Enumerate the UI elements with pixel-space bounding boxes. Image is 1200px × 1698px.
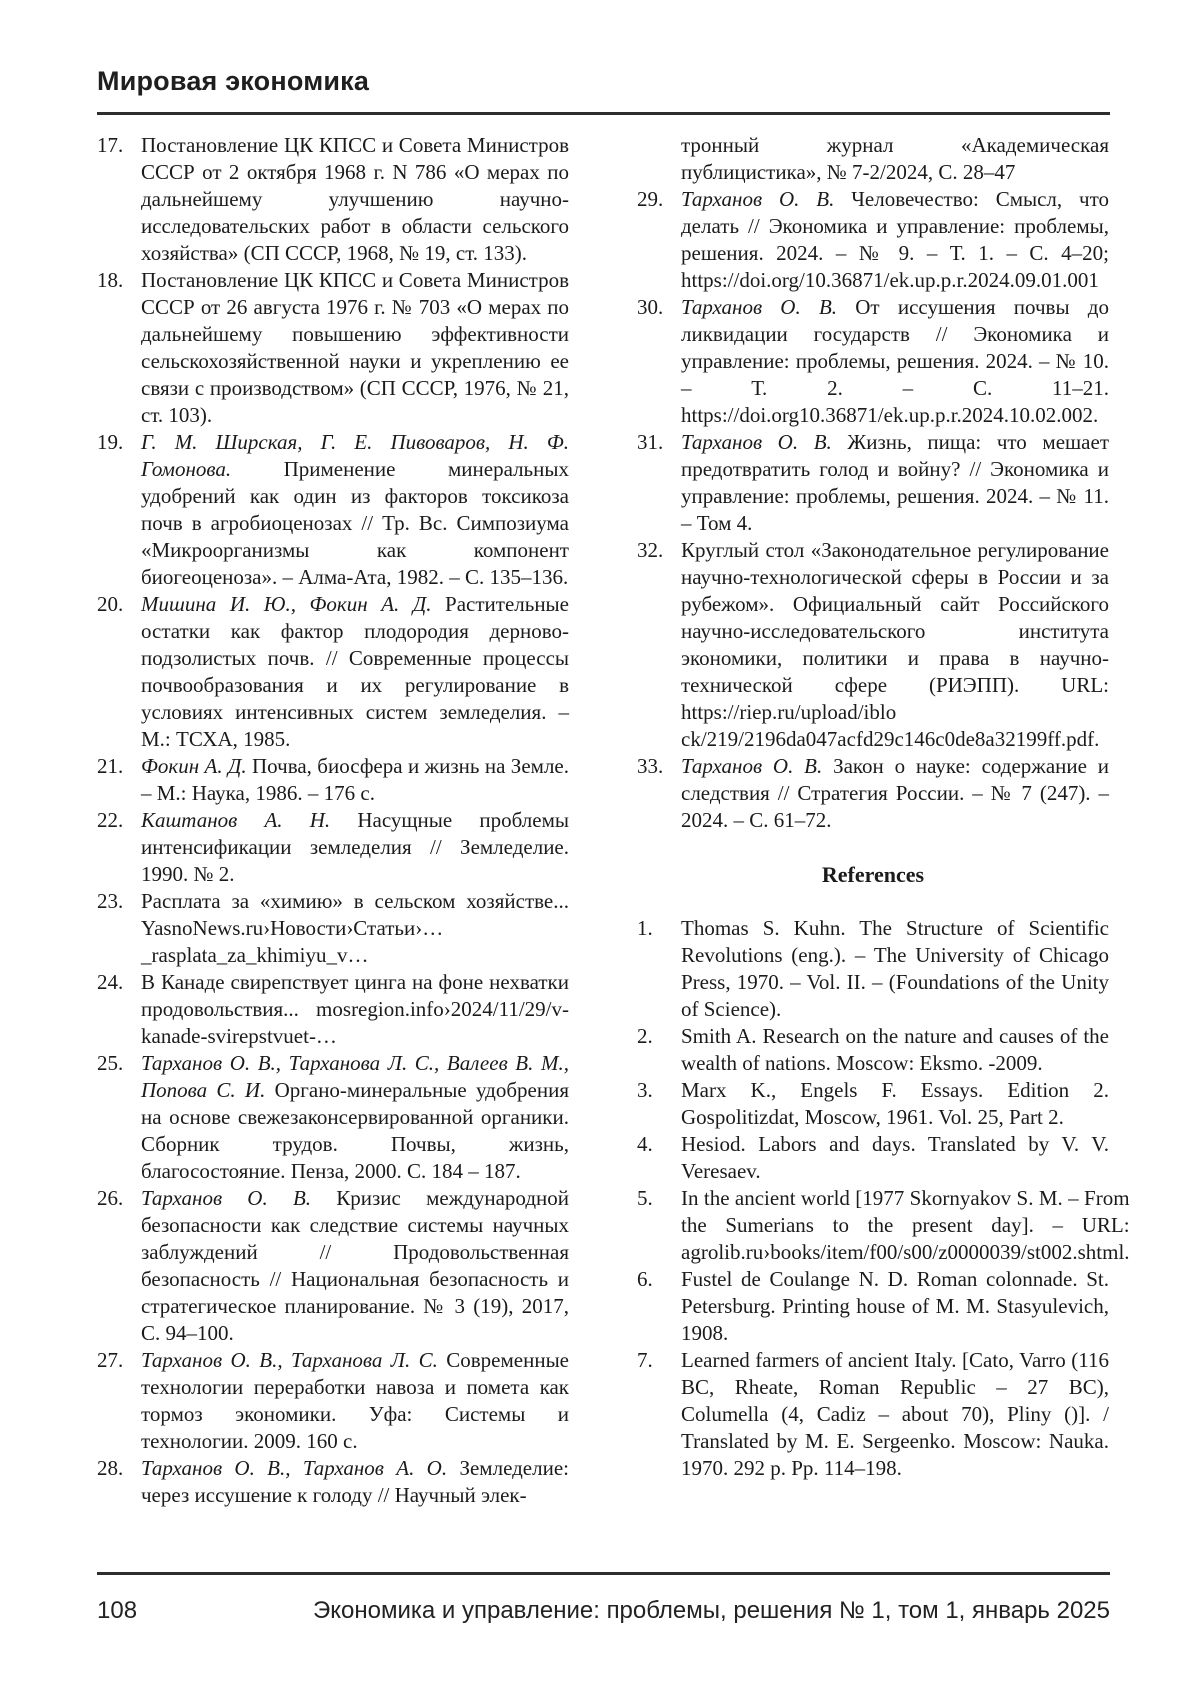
reference-list-en — [637, 915, 1130, 1482]
references-columns — [97, 132, 1130, 1509]
reference-item — [637, 186, 1109, 294]
reference-text: Каштанов А. Н. Насущные проблемы интенсификации земледелия // Земледелие. 1990. № 2. — [141, 808, 570, 886]
reference-number: 28. — [97, 1456, 124, 1480]
reference-text: Тарханов О. В. Жизнь, пища: что мешает предотвратить голод и войну? // Экономика и управление: проблемы, решения. 2024. – № 11. – Том 4. — [681, 430, 1110, 535]
reference-item — [637, 915, 1109, 1023]
reference-list-ru-part2 — [637, 186, 1109, 834]
reference-authors: Тарханов О. В., Тарханова Л. С., Валеев В. М., Попова С. И. — [141, 1051, 569, 1102]
reference-text: Тарханов О. В., Тарханова Л. С. Современные технологии переработки навоза и помета как тормоз экономики. Уфа: Системы и технологии. 2009. 160 с. — [141, 1348, 569, 1453]
header-rule — [97, 112, 1110, 115]
reference-text: Фокин А. Д. Почва, биосфера и жизнь на Земле. – М.: Наука, 1986. – 176 с. — [141, 754, 569, 805]
journal-title-line: Экономика и управление: проблемы, решения № 1, том 1, январь 2025 — [312, 1597, 1110, 1624]
reference-number: 2. — [637, 1024, 653, 1048]
reference-number: 23. — [97, 889, 124, 913]
reference-number: 27. — [97, 1348, 124, 1372]
reference-authors: Фокин А. Д. — [141, 754, 253, 778]
reference-number: 18. — [97, 268, 124, 292]
reference-text: Постановление ЦК КПСС и Совета Министров СССР от 2 октября 1968 г. N 786 «О мерах по дальнейшему улучшению научно-исследовательских работ в области сельского хозяйства» (СП СССР, 1968, № 19, ст. 133). — [141, 133, 569, 265]
reference-number: 21. — [97, 754, 124, 778]
reference-authors: Каштанов А. Н. — [141, 808, 358, 832]
section-title: Мировая экономика — [97, 66, 370, 96]
reference-text: Тарханов О. В., Тарханова Л. С., Валеев В. М., Попова С. И. Органо-минеральные удобрения на основе свежезаконсервированной органики. Сборник трудов. Почвы, жизнь, благосостояние. Пенза, 2000. С. 184 – 187. — [141, 1051, 570, 1183]
reference-number: 1. — [637, 916, 653, 940]
reference-text: Тарханов О. В. Закон о науке: содержание и следствия // Стратегия России. – № 7 (247). – 2024. – С. 61–72. — [681, 754, 1109, 832]
reference-item — [97, 969, 569, 1050]
reference-number: 30. — [637, 295, 664, 319]
reference-authors: Тарханов О. В. — [141, 1186, 337, 1210]
reference-item — [637, 753, 1109, 834]
reference-number: 32. — [637, 538, 664, 562]
reference-item — [637, 1347, 1109, 1482]
reference-item — [637, 1185, 1130, 1266]
footer-row — [97, 1597, 1110, 1625]
reference-number: 17. — [97, 133, 124, 157]
reference-text: Мишина И. Ю., Фокин А. Д. Растительные остатки как фактор плодородия дерново-подзолистых почв. // Современные процессы почвообразования и их регулирование в условиях интенсивных систем земледелия. – М.: ТСХА, 1985. — [141, 592, 569, 751]
reference-authors: Тарханов О. В., Тарханова Л. С. — [141, 1348, 447, 1372]
reference-text: Тарханов О. В. От иссушения почвы до ликвидации государств // Экономика и управление: проблемы, решения. 2024. – № 10. – Т. 2. – С. 11–21. https://doi.org10.36871/ek.up.p.r.2024.10.02.002. — [681, 295, 1109, 427]
reference-authors: Г. М. Ширская, Г. Е. Пивоваров, Н. Ф. Гомонова. — [141, 430, 569, 481]
right-column — [637, 132, 1130, 1509]
reference-number: 7. — [637, 1348, 653, 1372]
reference-item — [637, 1077, 1109, 1131]
reference-28-continuation: тронный журнал «Академическая публицистика», № 7-2/2024, С. 28–47 — [681, 133, 1109, 184]
references-heading: References — [821, 862, 925, 887]
reference-number: 33. — [637, 754, 664, 778]
reference-list-ru-part1 — [97, 132, 569, 1509]
reference-item — [637, 1023, 1109, 1077]
reference-number: 20. — [97, 592, 124, 616]
reference-text: Постановление ЦК КПСС и Совета Министров СССР от 26 августа 1976 г. № 703 «О мерах по дальнейшему повышению эффективности сельскохозяйственной науки и укреплению ее связи с производством» (СП СССР, 1976, № 21, ст. 103). — [141, 268, 569, 427]
reference-item — [97, 1347, 569, 1455]
reference-number: 3. — [637, 1078, 653, 1102]
reference-authors: Тарханов О. В. — [681, 430, 848, 454]
reference-text: В Канаде свирепствует цинга на фоне нехватки продовольствия... mosregion.info›2024/11/29/v-kanade-svirepstvuet-… — [141, 970, 569, 1048]
reference-item — [97, 888, 569, 969]
reference-authors: Тарханов О. В. — [681, 295, 856, 319]
reference-text: In the ancient world [1977 Skornyakov S. M. – From the Sumerians to the present day]. – URL: agrolib.ru›books/item/f00/s00/z0000039/st002.shtml. — [681, 1186, 1130, 1264]
reference-text: Расплата за «химию» в сельском хозяйстве... YasnoNews.ru›Новости›Статьи›…_rasplata_za_khimiyu_v… — [141, 889, 569, 967]
reference-text: Тарханов О. В., Тарханов А. О. Земледелие: через иссушение к голоду // Научный элек- — [141, 1456, 569, 1507]
reference-number: 22. — [97, 808, 124, 832]
reference-text: Круглый стол «Законодательное регулирование научно-технологической сферы в России и за рубежом». Официальный сайт Российского научно-исследовательского института экономики, политики и права в научно-технической сфере (РИЭПП). URL: https://riep.ru/upload/iblo ck/219/2196da047acfd29c146c0de8a32199ff.pdf. — [681, 538, 1109, 751]
reference-number: 5. — [637, 1186, 653, 1210]
footer-rule — [97, 1572, 1110, 1575]
reference-text: Г. М. Ширская, Г. Е. Пивоваров, Н. Ф. Гомонова. Применение минеральных удобрений как один из факторов токсикоза почв в агробиоценозах // Тр. Вс. Симпозиума «Микроорганизмы как компонент биогеоценоза». – Алма-Ата, 1982. – С. 135–136. — [141, 430, 569, 589]
reference-text: Тарханов О. В. Человечество: Смысл, что делать // Экономика и управление: проблемы, решения. 2024. – № 9. – Т. 1. – С. 4–20; https://doi.org/10.36871/ek.up.p.r.2024.09.01.001 — [681, 187, 1109, 292]
reference-item — [637, 429, 1109, 537]
reference-text: Marx K., Engels F. Essays. Edition 2. Gospolitizdat, Moscow, 1961. Vol. 25, Part 2. — [681, 1078, 1109, 1129]
reference-item — [97, 753, 569, 807]
reference-text: Learned farmers of ancient Italy. [Cato, Varro (116 BC, Rheate, Roman Republic – 27 BC), Columella (4, Cadiz – about 70), Pliny ()]. / Translated by M. E. Sergeenko. Moscow: Nauka. 1970. 292 p. Pp. 114–198. — [681, 1348, 1109, 1480]
reference-number: 29. — [637, 187, 664, 211]
page-footer — [97, 1572, 1110, 1625]
reference-number: 25. — [97, 1051, 124, 1075]
reference-authors: Тарханов О. В., Тарханов А. О. — [141, 1456, 460, 1480]
left-column — [97, 132, 569, 1509]
reference-number: 4. — [637, 1132, 653, 1156]
reference-authors: Мишина И. Ю., Фокин А. Д. — [141, 592, 446, 616]
reference-item — [97, 1050, 569, 1185]
reference-number: 19. — [97, 430, 124, 454]
reference-item — [637, 537, 1109, 753]
reference-item — [637, 1266, 1109, 1347]
reference-item — [97, 267, 569, 429]
reference-item — [97, 132, 569, 267]
reference-text: Fustel de Coulange N. D. Roman colonnade. St. Petersburg. Printing house of M. M. Stasyulevich, 1908. — [681, 1267, 1109, 1345]
reference-item — [97, 429, 569, 591]
reference-authors: Тарханов О. В. — [681, 187, 852, 211]
reference-text: Smith A. Research on the nature and causes of the wealth of nations. Moscow: Eksmo. -2009. — [681, 1024, 1109, 1075]
reference-number: 6. — [637, 1267, 653, 1291]
reference-number: 24. — [97, 970, 124, 994]
reference-authors: Тарханов О. В. — [681, 754, 834, 778]
reference-item — [97, 591, 569, 753]
reference-text: Hesiod. Labors and days. Translated by V. V. Veresaev. — [681, 1132, 1109, 1183]
reference-item — [97, 1185, 569, 1347]
reference-text: Тарханов О. В. Кризис международной безопасности как следствие системы научных заблуждений // Продовольственная безопасность // Национальная безопасность и стратегическое планирование. № 3 (19), 2017, С. 94–100. — [141, 1186, 569, 1345]
page-number: 108 — [97, 1597, 138, 1624]
reference-number: 26. — [97, 1186, 124, 1210]
reference-text: Thomas S. Kuhn. The Structure of Scientific Revolutions (eng.). – The University of Chicago Press, 1970. – Vol. II. – (Foundations of the Unity of Science). — [681, 916, 1109, 1021]
reference-item — [637, 1131, 1109, 1185]
reference-number: 31. — [637, 430, 664, 454]
reference-item — [97, 1455, 569, 1509]
reference-item — [97, 807, 569, 888]
reference-item — [637, 294, 1109, 429]
